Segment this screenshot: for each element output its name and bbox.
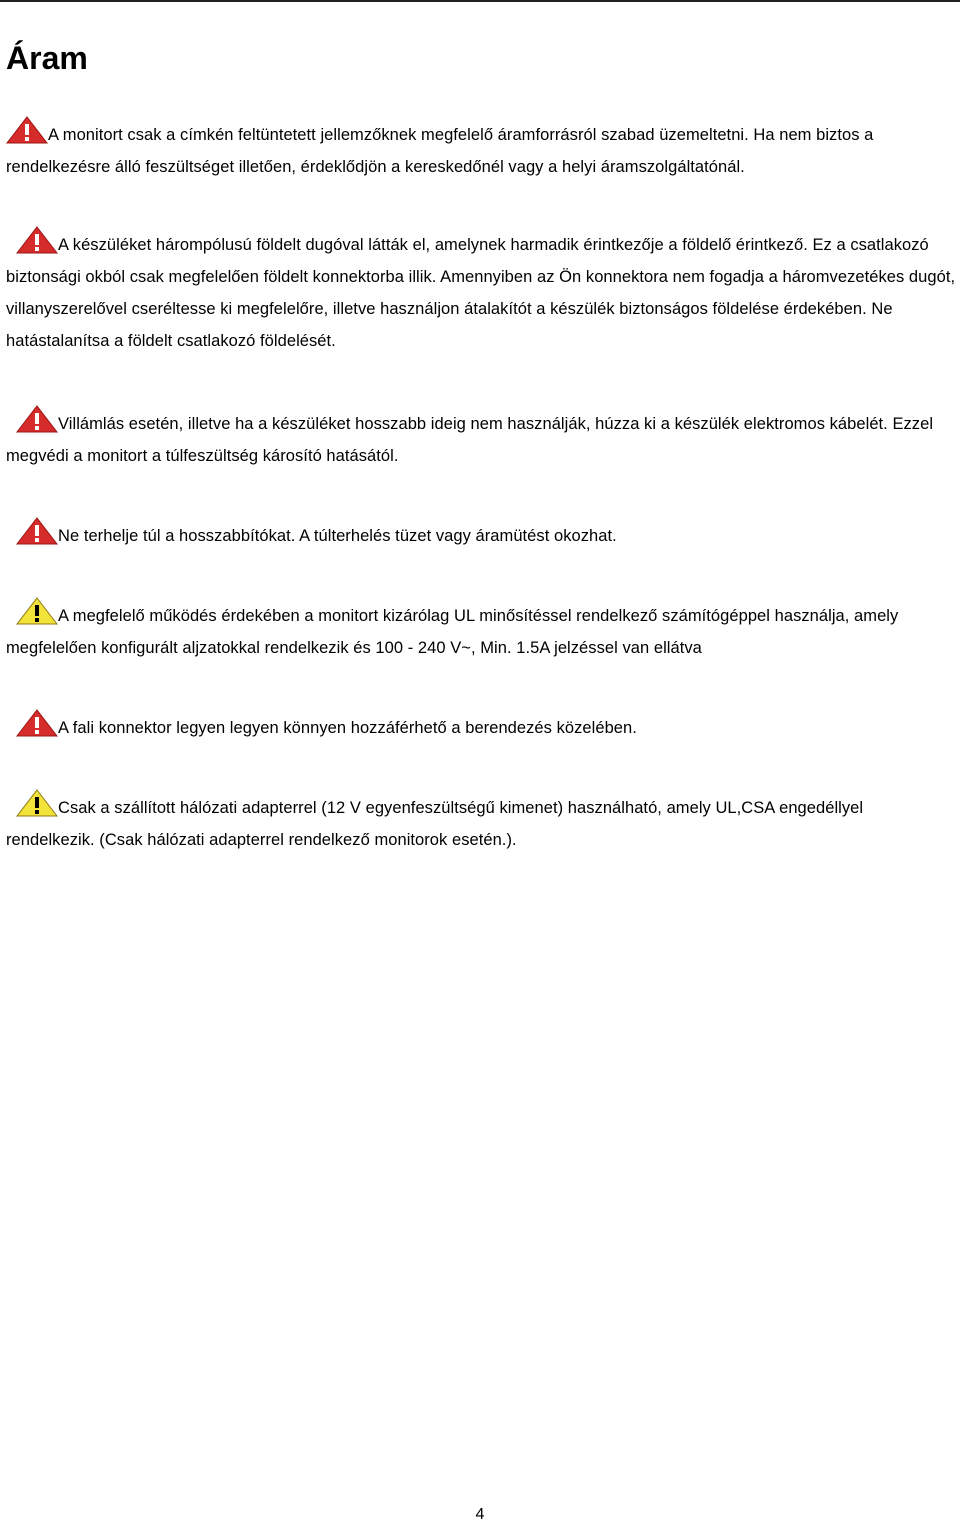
safety-item-overload	[6, 517, 956, 552]
yellow-caution-triangle-icon	[16, 789, 58, 817]
safety-item-text: Csak a szállított hálózati adapterrel (12 V egyenfeszültségű kimenet) használható, amely UL,CSA engedéllyel rendelkezik. (Csak hálózati adapterrel rendelkező monitorok esetén.).	[6, 799, 864, 849]
page-title: Áram	[6, 40, 88, 76]
top-rule	[0, 0, 960, 2]
safety-item-ul-computer	[6, 597, 956, 664]
safety-item-wall-outlet	[6, 709, 956, 744]
red-warning-triangle-icon	[16, 517, 58, 545]
safety-item-lightning	[6, 405, 956, 472]
safety-item-grounded-plug	[6, 226, 956, 357]
page-number: 4	[475, 1506, 485, 1523]
safety-item-adapter	[6, 789, 956, 856]
safety-item-text: A fali konnektor legyen legyen könnyen hozzáférhető a berendezés közelében.	[58, 719, 637, 737]
yellow-caution-triangle-icon	[16, 597, 58, 625]
safety-item-text: A monitort csak a címkén feltüntetett jellemzőknek megfelelő áramforrásról szabad üzemeltetni. Ha nem biztos a rendelkezésre álló feszültséget illetően, érdeklődjön a kereskedőnél vagy a helyi áramszolgáltatónál.	[6, 126, 874, 176]
safety-item-text: Ne terhelje túl a hosszabbítókat. A túlterhelés tüzet vagy áramütést okozhat.	[58, 527, 617, 545]
red-warning-triangle-icon	[16, 405, 58, 433]
red-warning-triangle-icon	[16, 226, 58, 254]
safety-item-text: A megfelelő működés érdekében a monitort kizárólag UL minősítéssel rendelkező számítógéppel használja, amely megfelelően konfigurált aljzatokkal rendelkezik és 100 - 240 V~, Min. 1.5A jelzéssel van ellátva	[6, 607, 899, 657]
red-warning-triangle-icon	[16, 709, 58, 737]
safety-item-power-source	[6, 116, 956, 183]
red-warning-triangle-icon	[6, 116, 48, 144]
safety-item-text: A készüléket hárompólusú földelt dugóval látták el, amelynek harmadik érintkezője a földelő érintkező. Ez a csatlakozó biztonsági okból csak megfelelően földelt konnektorba illik. Amennyiben az Ön konnektora nem fogadja a háromvezetékes dugót, villanyszerelővel cseréltesse ki megfelelőre, illetve használjon átalakítót a készülék biztonságos földelése érdekében. Ne hatástalanítsa a földelt csatlakozó földelését.	[6, 236, 956, 350]
safety-item-text: Villámlás esetén, illetve ha a készüléket hosszabb ideig nem használják, húzza ki a készülék elektromos kábelét. Ezzel megvédi a monitort a túlfeszültség károsító hatásától.	[6, 415, 934, 465]
